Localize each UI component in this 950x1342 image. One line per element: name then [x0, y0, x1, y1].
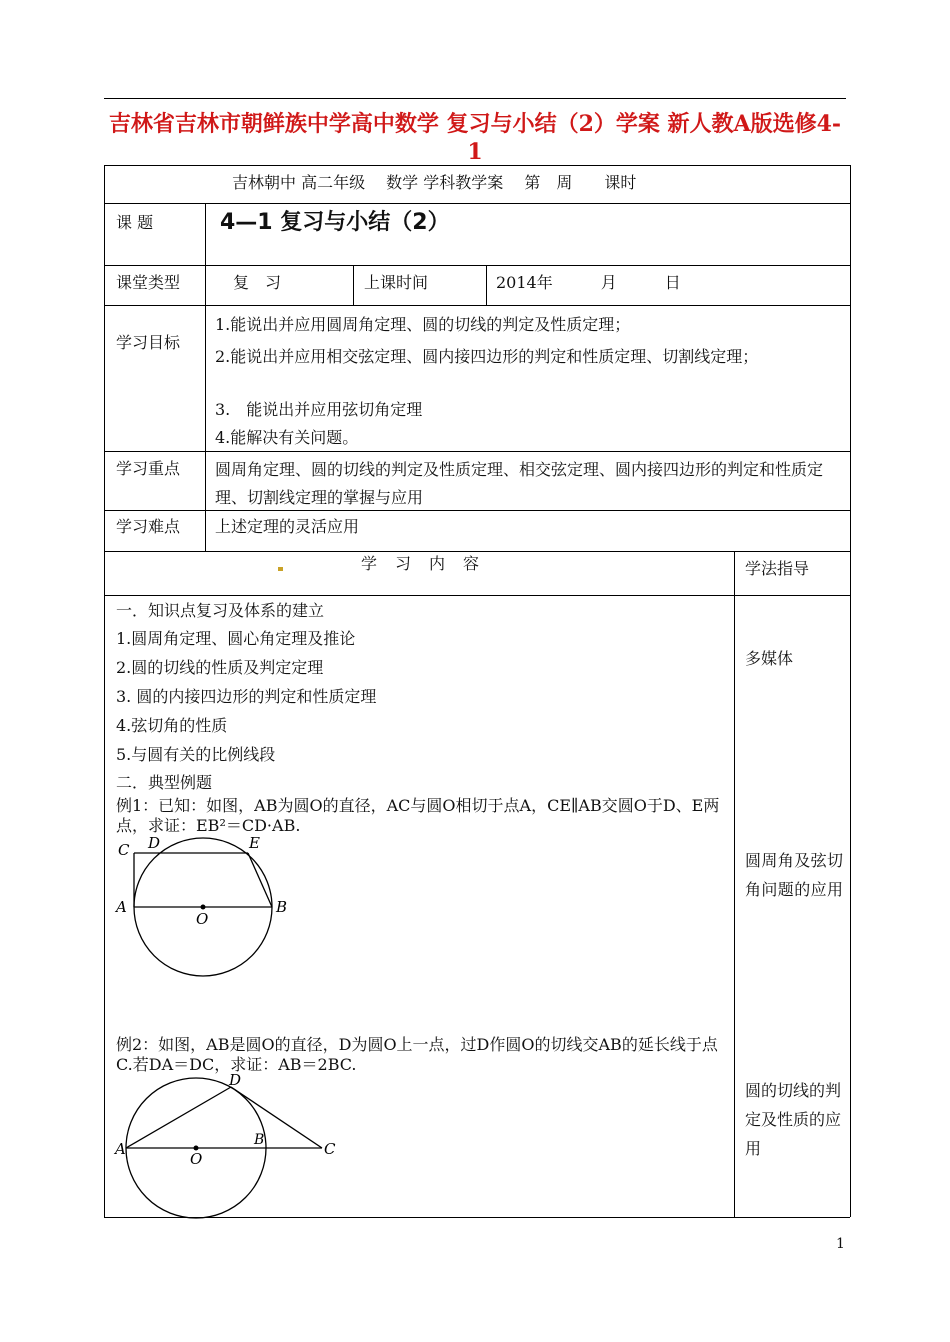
figure-1-label-c: C: [118, 841, 130, 859]
key-points-value: 圆周角定理、圆的切线的判定及性质定理、相交弦定理、圆内接四边形的判定和性质定理、切割线定理的掌握与应用: [215, 460, 824, 507]
difficulties-label: 学习难点: [116, 517, 181, 536]
table-rule: [104, 203, 850, 204]
figure-2-line-ad: [126, 1087, 231, 1148]
objective-item: 3. 能说出并应用弦切角定理: [215, 400, 423, 419]
class-type-label: 课堂类型: [116, 273, 181, 292]
figure-2-label-o: O: [190, 1150, 203, 1168]
key-points-label: 学习重点: [116, 459, 181, 478]
figure-1-label-a: A: [116, 898, 127, 916]
class-type-value: 复 习: [233, 273, 282, 292]
document-title: 吉林省吉林市朝鲜族中学高中数学 复习与小结（2）学案 新人教A版选修4-1: [108, 111, 842, 165]
list-item: 1.圆周角定理、圆心角定理及推论: [116, 629, 356, 648]
figure-1-label-o: O: [196, 910, 209, 928]
figure-2-line-dc: [231, 1087, 322, 1148]
figure-2-label-d: D: [229, 1071, 242, 1089]
guidance-note: 圆周角及弦切角问题的应用: [745, 851, 843, 899]
top-rule: [104, 98, 846, 99]
table-rule: [104, 551, 850, 552]
class-date: 2014年 月 日: [496, 273, 681, 292]
section-heading: 一．知识点复习及体系的建立: [116, 601, 325, 620]
table-border-top: [104, 165, 850, 166]
table-rule: [104, 305, 850, 306]
figure-2-label-a: A: [115, 1140, 126, 1158]
example-1: 例1：已知：如图，AB为圆O的直径，AC与圆O相切于点A，CE∥AB交圆O于D、E两点，求证：EB²＝CD·AB.: [116, 796, 720, 835]
section-heading: 二．典型例题: [116, 773, 213, 792]
list-item: 4.弦切角的性质: [116, 716, 228, 735]
example-2: 例2：如图，AB是圆O的直径，D为圆O上一点，过D作圆O的切线交AB的延长线于点C.若DA＝DC，求证：AB＝2BC.: [116, 1035, 718, 1074]
guidance-note: 圆的切线的判定及性质的应用: [745, 1081, 842, 1158]
figure-1-line-eb: [248, 853, 272, 907]
table-rule: [104, 451, 850, 452]
topic-label: 课 题: [116, 213, 154, 232]
objective-item: 1.能说出并应用圆周角定理、圆的切线的判定及性质定理；: [215, 315, 631, 334]
figure-1-label-b: B: [276, 898, 288, 916]
figure-2-label-b: B: [254, 1132, 265, 1148]
list-item: 3. 圆的内接四边形的判定和性质定理: [116, 687, 377, 706]
table-border-right: [850, 165, 851, 1217]
objective-item: 4.能解决有关问题。: [215, 428, 359, 447]
table-rule: [104, 265, 850, 266]
table-column-rule: [205, 203, 206, 551]
page-number: 1: [836, 1236, 845, 1252]
marker-dot: [278, 567, 283, 571]
objectives-label: 学习目标: [116, 333, 181, 352]
figure-1: [110, 834, 310, 984]
objective-item: 2.能说出并应用相交弦定理、圆内接四边形的判定和性质定理、切割线定理；: [215, 347, 759, 366]
figure-2-label-c: C: [324, 1140, 336, 1158]
list-item: 5.与圆有关的比例线段: [116, 745, 276, 764]
content-header: 学习内容: [361, 554, 498, 573]
figure-1-label-d: D: [148, 834, 161, 852]
figure-1-label-e: E: [249, 834, 260, 852]
table-column-rule: [353, 265, 354, 305]
figure-2: [110, 1068, 350, 1218]
figure-1-center: [201, 905, 206, 910]
topic-value: 4—1 复习与小结（2）: [220, 210, 450, 235]
list-item: 2.圆的切线的性质及判定定理: [116, 658, 324, 677]
guidance-header: 学法指导: [745, 559, 810, 578]
table-rule: [104, 595, 850, 596]
table-column-rule: [486, 265, 487, 305]
guidance-note: 多媒体: [745, 649, 794, 668]
class-time-label: 上课时间: [364, 273, 429, 292]
table-column-rule: [734, 551, 735, 1217]
difficulties-value: 上述定理的灵活应用: [215, 517, 360, 536]
header-row-text: 吉林朝中 高二年级 数学 学科教学案 第 周 课时: [232, 173, 637, 192]
table-border-left: [104, 165, 105, 1217]
